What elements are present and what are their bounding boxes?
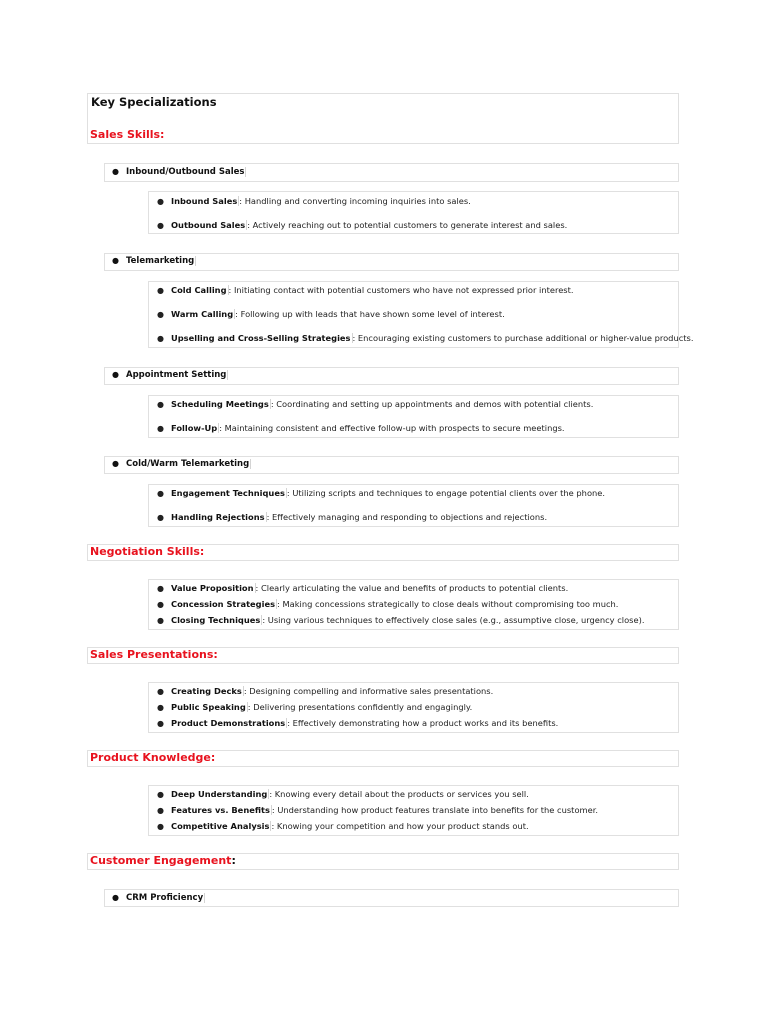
item-desc: : Knowing your competition and how your product stands out. [271, 821, 529, 831]
list-item [157, 821, 529, 831]
bullet-icon: ● [157, 400, 164, 409]
list-item [157, 309, 505, 319]
item-desc: : Knowing every detail about the products or services you sell. [269, 789, 529, 799]
bullet-icon: ● [157, 513, 164, 522]
list-item [157, 599, 618, 609]
bullet-icon: ● [157, 687, 164, 696]
item-term: Follow-Up [171, 423, 218, 433]
list-item [112, 893, 205, 903]
bullet-icon: ● [112, 459, 119, 468]
item-term: Competitive Analysis [171, 821, 270, 831]
section-title-product-knowledge: Product Knowledge: [90, 751, 216, 764]
list-item [157, 702, 472, 712]
list-item [112, 167, 246, 177]
list-item [157, 583, 568, 593]
item-term: Outbound Sales [171, 220, 246, 230]
bullet-icon: ● [157, 334, 164, 343]
item-desc: : Clearly articulating the value and benefits of products to potential clients. [255, 583, 569, 593]
group-label: Inbound/Outbound Sales [126, 167, 245, 177]
item-desc: : Using various techniques to effectively close sales (e.g., assumptive close, urgency close). [262, 615, 645, 625]
item-desc: : Designing compelling and informative sales presentations. [243, 686, 494, 696]
group-label: Appointment Setting [126, 370, 227, 380]
list-item [157, 399, 593, 409]
item-desc: : Delivering presentations confidently and engagingly. [247, 702, 473, 712]
list-item [157, 512, 547, 522]
bullet-icon: ● [157, 286, 164, 295]
item-term: Creating Decks [171, 686, 242, 696]
item-term: Public Speaking [171, 702, 246, 712]
bullet-icon: ● [112, 893, 119, 902]
section-title-customer-engagement [90, 854, 236, 867]
list-item [112, 459, 251, 469]
section-title-negotiation: Negotiation Skills: [90, 545, 205, 558]
bullet-icon: ● [157, 790, 164, 799]
item-term: Upselling and Cross-Selling Strategies [171, 333, 351, 343]
item-desc: : Maintaining consistent and effective follow-up with prospects to secure meetings. [219, 423, 565, 433]
item-desc: : Utilizing scripts and techniques to engage potential clients over the phone. [286, 488, 606, 498]
item-desc: : Actively reaching out to potential customers to generate interest and sales. [247, 220, 568, 230]
item-desc: : Coordinating and setting up appointments and demos with potential clients. [270, 399, 594, 409]
bullet-icon: ● [157, 489, 164, 498]
item-desc: : Effectively managing and responding to objections and rejections. [266, 512, 548, 522]
list-item [157, 423, 565, 433]
section-title-text: Customer Engagement [90, 854, 232, 867]
group-label: Cold/Warm Telemarketing [126, 459, 250, 469]
bullet-icon: ● [157, 600, 164, 609]
list-item [157, 488, 605, 498]
list-item [112, 370, 228, 380]
bullet-icon: ● [112, 256, 119, 265]
section-title-presentations: Sales Presentations: [90, 648, 218, 661]
bullet-icon: ● [157, 719, 164, 728]
bullet-icon: ● [157, 822, 164, 831]
page-title: Key Specializations [91, 95, 217, 109]
list-item [157, 220, 567, 230]
list-item [157, 615, 644, 625]
item-desc: : Handling and converting incoming inquiries into sales. [239, 196, 471, 206]
bullet-icon: ● [157, 616, 164, 625]
list-item [157, 285, 574, 295]
list-item [157, 333, 693, 343]
group-label: Telemarketing [126, 256, 195, 266]
item-term: Deep Understanding [171, 789, 268, 799]
item-term: Concession Strategies [171, 599, 276, 609]
item-desc: : Understanding how product features translate into benefits for the customer. [271, 805, 598, 815]
bullet-icon: ● [157, 310, 164, 319]
item-desc: : Encouraging existing customers to purchase additional or higher-value products. [352, 333, 694, 343]
item-term: Product Demonstrations [171, 718, 286, 728]
bullet-icon: ● [157, 806, 164, 815]
item-term: Scheduling Meetings [171, 399, 269, 409]
item-desc: : Effectively demonstrating how a product works and its benefits. [287, 718, 559, 728]
bullet-icon: ● [157, 584, 164, 593]
list-item [157, 196, 471, 206]
bullet-icon: ● [157, 221, 164, 230]
section-title-sales-skills: Sales Skills: [90, 128, 165, 141]
item-term: Features vs. Benefits [171, 805, 270, 815]
list-item [157, 718, 558, 728]
bullet-icon: ● [157, 424, 164, 433]
bullet-icon: ● [112, 167, 119, 176]
item-desc: : Making concessions strategically to close deals without compromising too much. [277, 599, 619, 609]
bullet-icon: ● [112, 370, 119, 379]
bullet-icon: ● [157, 197, 164, 206]
section-title-colon: : [231, 854, 236, 867]
item-desc: : Initiating contact with potential customers who have not expressed prior interest. [228, 285, 574, 295]
item-desc: : Following up with leads that have shown some level of interest. [235, 309, 505, 319]
list-item [112, 256, 196, 266]
item-term: Inbound Sales [171, 196, 238, 206]
item-term: Value Proposition [171, 583, 254, 593]
item-term: Warm Calling [171, 309, 234, 319]
item-term: Cold Calling [171, 285, 227, 295]
item-term: Engagement Techniques [171, 488, 285, 498]
bullet-icon: ● [157, 703, 164, 712]
list-item [157, 686, 493, 696]
list-item [157, 805, 598, 815]
item-term: Closing Techniques [171, 615, 261, 625]
item-term: Handling Rejections [171, 512, 265, 522]
group-label: CRM Proficiency [126, 893, 204, 903]
list-item [157, 789, 529, 799]
